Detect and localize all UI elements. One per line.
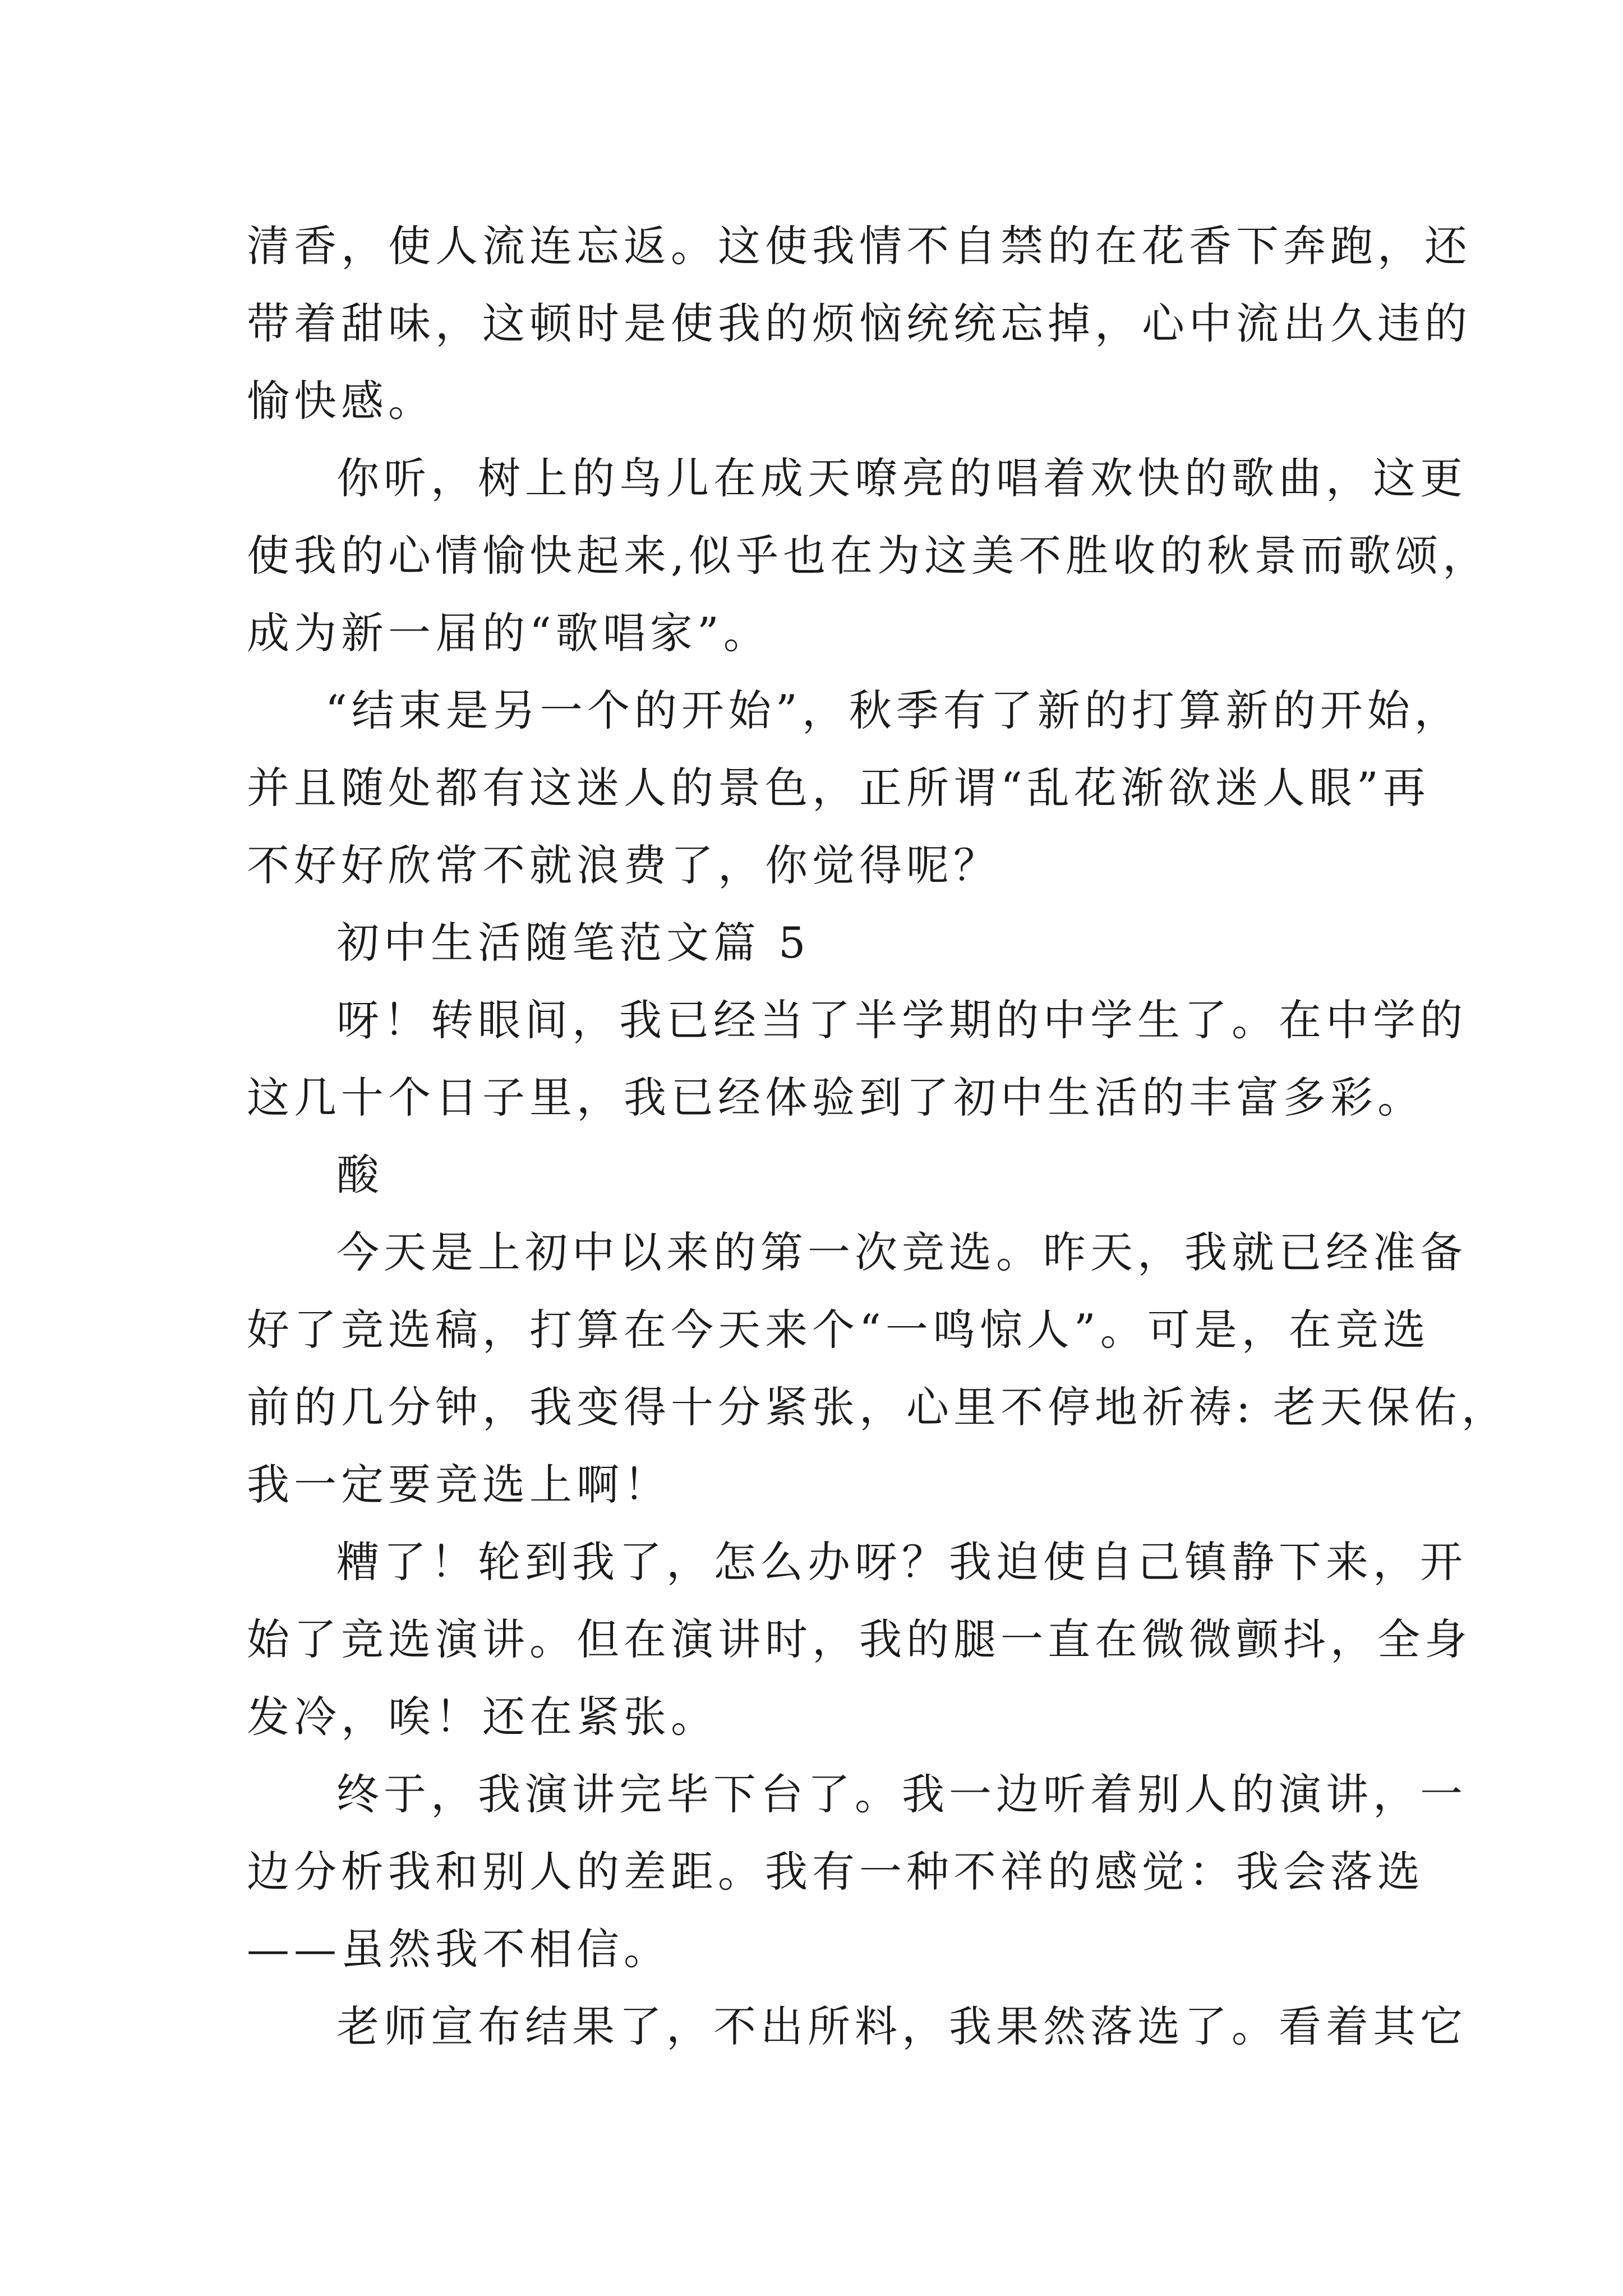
paragraph-start: 终于，我演讲完毕下台了。我一边听着别人的演讲，一	[336, 1769, 1467, 1819]
paragraph-start: 糟了！轮到我了，怎么办呀？我迫使自己镇静下来，开	[336, 1537, 1467, 1587]
text-line: 清香，使人流连忘返。这使我情不自禁的在花香下奔跑，还	[247, 221, 1472, 271]
text-line: 我一定要竞选上啊！	[247, 1460, 671, 1510]
paragraph-start: 你听，树上的鸟儿在成天嘹亮的唱着欢快的歌曲，这更	[336, 453, 1467, 503]
sub-heading: 酸	[336, 1150, 384, 1200]
text-line: 好了竞选稿，打算在今天来个“一鸣惊人”。可是，在竞选	[247, 1305, 1430, 1355]
paragraph-start: 老师宣布结果了，不出所料，我果然落选了。看着其它	[336, 2001, 1467, 2051]
paragraph-start: “结束是另一个的开始”，秋季有了新的打算新的开始，	[325, 685, 1461, 735]
text-line: 愉快感。	[247, 376, 435, 426]
text-line: 边分析我和别人的差距。我有一种不祥的感觉：我会落选	[247, 1847, 1424, 1897]
text-line: 带着甜味，这顿时是使我的烦恼统统忘掉，心中流出久违的	[247, 298, 1472, 348]
text-line: 并且随处都有这迷人的景色，正所谓“乱花渐欲迷人眼”再	[247, 763, 1430, 813]
text-line: 前的几分钟，我变得十分紧张，心里不停地祈祷: 老天保佑，	[247, 1382, 1509, 1432]
document-page	[247, 208, 1509, 2065]
text-line: 使我的心情愉快起来,似乎也在为这美不胜收的秋景而歌颂，	[247, 531, 1490, 581]
section-heading: 初中生活随笔范文篇 5	[336, 918, 810, 968]
text-line: 不好好欣常不就浪费了，你觉得呢？	[247, 840, 1000, 890]
text-line: 成为新一届的“歌唱家”。	[247, 608, 771, 658]
text-line: 这几十个日子里，我已经体验到了初中生活的丰富多彩。	[247, 1073, 1424, 1122]
paragraph-start: 今天是上初中以来的第一次竞选。昨天，我就已经准备	[336, 1227, 1467, 1277]
text-line: 始了竞选演讲。但在演讲时，我的腿一直在微微颤抖，全身	[247, 1614, 1472, 1664]
paragraph-start: 呀！转眼间，我已经当了半学期的中学生了。在中学的	[336, 995, 1467, 1045]
text-line: 发冷，唉！还在紧张。	[247, 1692, 718, 1742]
text-line: ——虽然我不相信。	[247, 1924, 671, 1974]
